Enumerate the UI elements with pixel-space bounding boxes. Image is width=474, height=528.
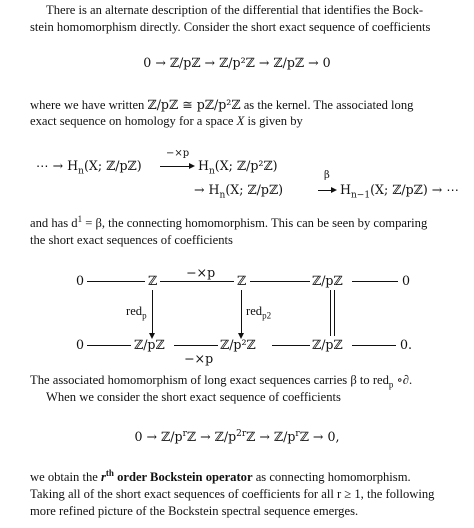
red-sub: p <box>142 310 147 321</box>
les-sub: n <box>208 166 215 177</box>
diagram-vertical-1 <box>152 290 153 334</box>
ses2-sup: r <box>182 428 187 439</box>
text-span: as connecting homomorphism. <box>252 470 411 484</box>
diagram-vertical-2 <box>241 290 242 334</box>
les-sub: n <box>78 166 84 177</box>
diagram-bottom-zp: ℤ/pℤ <box>134 337 165 352</box>
diagram-top-z2: ℤ <box>237 273 247 288</box>
les-term: → H <box>194 182 220 197</box>
diagram-top-0: 0 <box>76 273 85 288</box>
text-span: as the kernel. The associated long <box>240 98 414 112</box>
arrowhead-icon <box>189 163 195 169</box>
diagram-bottom-line-3 <box>272 345 310 346</box>
red-label: red <box>126 304 143 318</box>
diagram-bottom-line-2 <box>174 345 218 346</box>
paragraph-5-line-1 <box>30 469 411 486</box>
bockstein-term: order Bockstein operator <box>113 470 253 484</box>
text-span: The associated homomorphism of long exact sequences carries β to red <box>30 373 389 387</box>
diagram-equality-right <box>334 290 335 336</box>
les-arg: (X; ℤ/p²ℤ) <box>214 158 278 173</box>
order-variable: r <box>101 470 106 484</box>
text-span: = β, the connecting homomorphism. This can be seen by comparing <box>82 216 428 230</box>
les-row-1-arrow-label: −×p <box>166 148 190 159</box>
diagram-top-line-4 <box>352 281 398 282</box>
diagram-top-arrow-label: −×p <box>186 265 216 280</box>
les-arg: (X; ℤ/pℤ) <box>83 158 142 173</box>
diagram-top-z1: ℤ <box>148 273 158 288</box>
les-row-1-right <box>198 157 278 177</box>
paragraph-1-line-1: There is an alternate description of the differential that identifies the Bock- <box>46 3 424 17</box>
diagram-bottom-zp2: ℤ/p²ℤ <box>220 337 256 352</box>
subscript: p <box>388 379 394 390</box>
diagram-top-line-3 <box>250 281 310 282</box>
ses2-part: ℤ → ℤ/p <box>186 429 237 444</box>
red-label: red <box>246 304 263 318</box>
short-exact-sequence-2 <box>0 428 474 445</box>
text-span: where we have written <box>30 98 148 112</box>
les-row-2-arrow <box>318 190 332 191</box>
ses2-part: ℤ → ℤ/p <box>246 429 296 444</box>
arrowhead-icon <box>331 187 337 193</box>
les-sub: n−1 <box>350 190 371 201</box>
text-span: ∘∂. <box>393 373 413 387</box>
text-span: we obtain the <box>30 470 101 484</box>
diagram-bottom-0: 0 <box>76 337 85 352</box>
ses2-sup: r <box>295 428 300 439</box>
diagram-bottom-line-4 <box>352 345 396 346</box>
kernel-isomorphism: ℤ/pℤ ≅ pℤ/p²ℤ <box>147 97 241 112</box>
les-row-1-arrow <box>160 166 190 167</box>
diagram-bottom-zp-right: ℤ/pℤ <box>312 337 343 352</box>
ses2-sup: 2r <box>236 428 247 439</box>
superscript: 1 <box>77 213 83 224</box>
les-term: H <box>198 158 209 173</box>
ses2-part: 0 → ℤ/p <box>134 429 183 444</box>
les-sub: n <box>219 190 226 201</box>
ordinal-suffix: th <box>105 467 114 478</box>
ses2-part: ℤ → 0, <box>299 429 340 444</box>
paragraph-5-line-3: more refined picture of the Bockstein spectral sequence emerges. <box>30 504 359 518</box>
paragraph-5-line-2: Taking all of the short exact sequences of coefficients for all r ≥ 1, the following <box>30 487 435 501</box>
diagram-equality-left <box>330 290 331 336</box>
diagram-top-line-2 <box>160 281 234 282</box>
les-arg: (X; ℤ/pℤ) → ⋯ <box>370 182 459 197</box>
paragraph-4-line-1 <box>30 372 412 389</box>
space-variable: X <box>236 114 245 128</box>
paragraph-2-line-1 <box>30 96 413 114</box>
les-term: H <box>340 182 351 197</box>
diagram-bottom-arrow-label: −×p <box>184 351 214 366</box>
diagram-top-end: 0 <box>402 273 411 288</box>
paragraph-3-line-1 <box>30 215 427 232</box>
paragraph-2-line-2 <box>30 113 303 130</box>
les-row-2-arrow-label: β <box>324 170 330 181</box>
diagram-bottom-line-1 <box>87 345 131 346</box>
diagram-v2-label <box>246 303 271 320</box>
diagram-bottom-end: 0. <box>400 337 413 352</box>
paragraph-3-line-2: the short exact sequences of coefficients <box>30 233 233 247</box>
les-row-2-right <box>340 181 459 201</box>
short-exact-sequence-1: 0 → ℤ/pℤ → ℤ/p²ℤ → ℤ/pℤ → 0 <box>143 55 331 70</box>
les-term: ⋯ → H <box>36 158 79 173</box>
paragraph-1-line-2: stein homomorphism directly. Consider the short exact sequence of coefficients <box>30 20 431 34</box>
paragraph-4-line-2: When we consider the short exact sequence of coefficients <box>46 390 341 404</box>
text-span: and has d <box>30 216 78 230</box>
les-row-2-left <box>194 181 284 201</box>
diagram-top-zp: ℤ/pℤ <box>312 273 343 288</box>
text-span: exact sequence on homology for a space <box>30 114 237 128</box>
les-arg: (X; ℤ/pℤ) <box>225 182 284 197</box>
les-row-1-left <box>36 157 142 177</box>
diagram-top-line-1 <box>87 281 145 282</box>
text-span: is given by <box>244 114 303 128</box>
red-sub: p2 <box>262 310 272 321</box>
diagram-v1-label <box>126 303 147 320</box>
